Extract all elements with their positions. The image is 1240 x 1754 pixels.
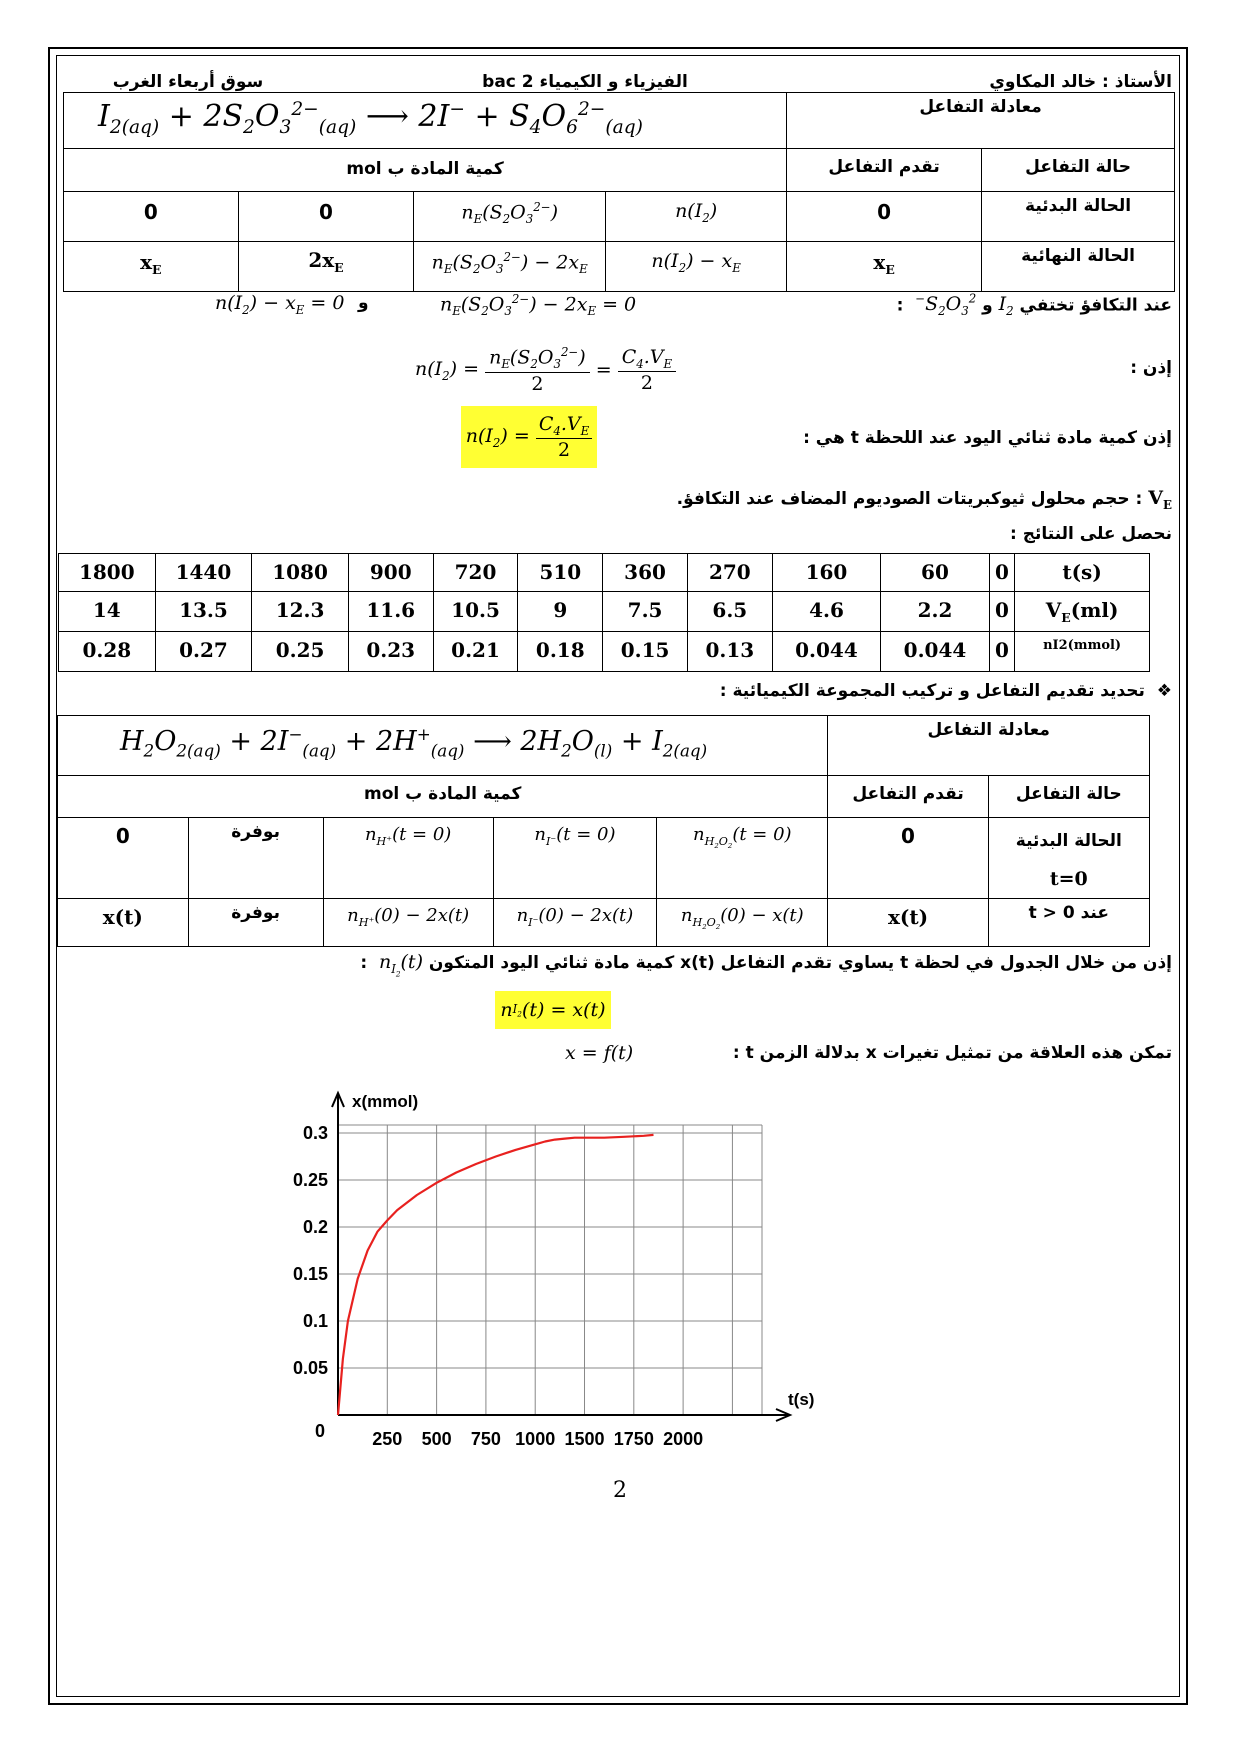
equivalence-condition-2: $n(I_2) - x_E = 0$ — [215, 292, 345, 317]
cell-t: 900 — [348, 554, 433, 592]
advance-time-chart — [270, 1080, 830, 1465]
initial-i: 0 — [238, 192, 414, 242]
initial2-t: t=0 — [1049, 868, 1088, 890]
initial-s4o6: 0 — [64, 192, 239, 242]
x-tick-label: 500 — [421, 1429, 452, 1449]
peroxide-equation: $H_2O_{2(aq)} + 2I^-_{(aq)} + 2H^+_{(aq)}$ ⟶ $2H_2O_{(l)} + I_{2(aq)}$ — [120, 724, 708, 761]
equation-label: معادلة التفاعل — [787, 93, 1175, 149]
cell-n: 0.21 — [433, 632, 518, 672]
results-label: نحصل على النتائج : — [1010, 524, 1172, 544]
nI2-result-highlight: $n(I_2)$ = $\frac{C_4.V_E}{2}$ — [461, 406, 597, 468]
amount-label: كمية المادة ب mol — [64, 149, 787, 192]
x-tick-label: 1750 — [613, 1429, 654, 1449]
advance2-label: تقدم التفاعل — [828, 776, 988, 818]
y-tick-label: 0.05 — [292, 1358, 328, 1378]
equation-cell — [64, 93, 787, 149]
cell-ve: 6.5 — [687, 592, 772, 632]
cell-t: 60 — [881, 554, 990, 592]
school-name: سوق أربعاء الغرب — [112, 72, 264, 92]
final-i-sub: E — [334, 260, 344, 275]
cell-n: 0.27 — [155, 632, 252, 672]
row-label-ve — [1015, 592, 1150, 632]
cell-t: 360 — [603, 554, 688, 592]
cell-n: 0 — [989, 632, 1014, 672]
cell-ve: 2.2 — [881, 592, 990, 632]
ve-definition: $V_E$ : حجم محلول ثيوكبريتات الصوديوم المضاف عند التكافؤ. — [676, 487, 1172, 512]
row-label-t: t(s) — [1015, 554, 1150, 592]
section2-heading — [720, 681, 1172, 701]
cell-t: 1440 — [155, 554, 252, 592]
initial-i2: $n(I_2)$ — [606, 192, 787, 242]
x-axis-label: t(s) — [788, 1390, 815, 1409]
cell-t: 160 — [772, 554, 881, 592]
cell-ve: 7.5 — [603, 592, 688, 632]
y-tick-label: 0.15 — [292, 1264, 328, 1284]
y-axis-label: x(mmol) — [352, 1092, 419, 1111]
ve-symbol-sub: E — [1163, 497, 1172, 512]
final-label: الحالة النهائية — [982, 242, 1175, 292]
y-tick-label: 0.3 — [302, 1123, 328, 1143]
subject-title: الفيزياء و الكيمياء 2 bac — [482, 72, 688, 92]
cell-n: 0.25 — [252, 632, 349, 672]
during2-water: بوفرة — [188, 899, 323, 947]
cell-n: 0.23 — [348, 632, 433, 672]
final-advance-sub: E — [885, 262, 895, 277]
initial2-i: $n_{I^-}(t = 0)$ — [493, 818, 657, 899]
cell-n: 0.044 — [881, 632, 990, 672]
x-tick-label: 2000 — [663, 1429, 704, 1449]
ve-definition-text: حجم محلول ثيوكبريتات الصوديوم المضاف عند التكافؤ. — [676, 489, 1130, 509]
page-number: 2 — [613, 1478, 627, 1503]
during2-h2o2: $n_{H_2O_2}(0) - x(t)$ — [657, 899, 828, 947]
y-tick-label: 0.2 — [302, 1217, 328, 1237]
final-i — [238, 242, 414, 292]
diamond-bullet-icon: ❖ — [1156, 681, 1172, 701]
plot-intro: تمكن هذه العلاقة من تمثيل تغيرات x بدلالة الزمن t : — [732, 1043, 1172, 1063]
thiosulfate-equation: $I_{2(aq)} + 2S_2O_3^{2-}_{(aq)}$ ⟶ $2I^- + S_4O_6^{2-}_{(aq)}$ — [98, 99, 643, 138]
x-tick-label: 1000 — [515, 1429, 556, 1449]
reaction-table-1 — [63, 92, 1175, 292]
during2-i2: x(t) — [58, 899, 189, 947]
row-volume — [59, 592, 1150, 632]
during2-advance: x(t) — [828, 899, 988, 947]
cell-ve: 14 — [59, 592, 156, 632]
ve-symbol-main: V — [1148, 487, 1164, 509]
ve-label-unit: (ml) — [1070, 598, 1119, 622]
plot-formula: x = f(t) — [565, 1042, 634, 1064]
initial-s2o3: $n_E(S_2O_3^{2-})$ — [414, 192, 606, 242]
cell-t: 1800 — [59, 554, 156, 592]
equivalence-text: عند التكافؤ تختفي $I_2$ و $S_2O_3^{2-}$ : — [896, 292, 1172, 319]
x-tick-label: 750 — [470, 1429, 501, 1449]
reaction-table-2 — [57, 715, 1150, 947]
final-s2o3: $n_E(S_2O_3^{2-}) - 2x_E$ — [414, 242, 606, 292]
during2-i: $n_{I^-}(0) - 2x(t)$ — [493, 899, 657, 947]
relation-formula-highlight: n $I_2$ (t) = x(t) — [495, 991, 611, 1029]
nI2-derivation: $n(I_2)$ = $\frac{n_E(S_2O_3^{2-})}{2}$ = $\frac{C_4.V_E}{2}$ — [415, 340, 676, 400]
measurements-table — [58, 553, 1150, 672]
cell-t: 270 — [687, 554, 772, 592]
amount2-label: كمية المادة ب mol — [58, 776, 828, 818]
initial2-h: $n_{H^+}(t = 0)$ — [323, 818, 493, 899]
final-s4o6 — [64, 242, 239, 292]
final-s4o6-sub: E — [152, 262, 162, 277]
cell-n: 0.15 — [603, 632, 688, 672]
relation-text: إذن من خلال الجدول في لحظة t يساوي تقدم التفاعل x(t) كمية مادة ثنائي اليود المتكون $n_{I_2}(t)$ : — [360, 951, 1172, 979]
row-time — [59, 554, 1150, 592]
cell-t: 720 — [433, 554, 518, 592]
and-word: و — [358, 293, 369, 313]
final-i2: $n(I_2) - x_E$ — [606, 242, 787, 292]
cell-ve: 11.6 — [348, 592, 433, 632]
equivalence-condition-1: $n_E(S_2O_3^{2-}) - 2x_E = 0$ — [440, 292, 637, 319]
thus-label: إذن : — [1130, 358, 1172, 378]
x-tick-label: 250 — [372, 1429, 403, 1449]
cell-ve: 13.5 — [155, 592, 252, 632]
row-amount — [59, 632, 1150, 672]
initial-advance: 0 — [787, 192, 982, 242]
final-advance-main: x — [873, 250, 886, 274]
ve-symbol — [1148, 487, 1172, 512]
final-i-main: 2x — [308, 248, 335, 272]
initial2-h2o2: $n_{H_2O_2}(t = 0)$ — [657, 818, 828, 899]
cell-n: 0.28 — [59, 632, 156, 672]
cell-t: 510 — [518, 554, 603, 592]
ve-label-sub: E — [1061, 610, 1071, 625]
teacher-name: الأستاذ : خالد المكاوي — [989, 72, 1172, 92]
cell-ve: 9 — [518, 592, 603, 632]
initial-label: الحالة البدئية — [982, 192, 1175, 242]
state2-label: حالة التفاعل — [988, 776, 1149, 818]
y-tick-label: 0.1 — [302, 1311, 328, 1331]
y-tick-label: 0 — [314, 1421, 325, 1441]
final-advance — [787, 242, 982, 292]
cell-t: 1080 — [252, 554, 349, 592]
section2-title: تحديد تقديم التفاعل و تركيب المجموعة الكيميائية : — [719, 681, 1145, 701]
cell-t: 0 — [989, 554, 1014, 592]
state-label: حالة التفاعل — [982, 149, 1175, 192]
cell-n: 0.13 — [687, 632, 772, 672]
equation2-label: معادلة التفاعل — [828, 716, 1150, 776]
conclusion-text: إذن كمية مادة ثنائي اليود عند اللحظة t هي : — [803, 428, 1172, 448]
series-line-0 — [338, 1135, 654, 1415]
row-label-n: nI2(mmol) — [1015, 632, 1150, 672]
cell-ve: 12.3 — [252, 592, 349, 632]
cell-ve: 10.5 — [433, 592, 518, 632]
initial2-advance: 0 — [828, 818, 988, 899]
final-s4o6-main: x — [140, 250, 153, 274]
y-tick-label: 0.25 — [292, 1170, 328, 1190]
initial2-i2: 0 — [58, 818, 189, 899]
during2-label: عند t > 0 — [988, 899, 1149, 947]
cell-n: 0.18 — [518, 632, 603, 672]
ve-label-main: V — [1045, 598, 1062, 622]
cell-ve: 0 — [989, 592, 1014, 632]
x-tick-label: 1500 — [564, 1429, 605, 1449]
initial2-water: بوفرة — [188, 818, 323, 899]
during2-h: $n_{H^+}(0) - 2x(t)$ — [323, 899, 493, 947]
advance-label: تقدم التفاعل — [787, 149, 982, 192]
initial2-label-cell — [988, 818, 1149, 899]
cell-ve: 4.6 — [772, 592, 881, 632]
cell-n: 0.044 — [772, 632, 881, 672]
initial2-label: الحالة البدئية — [1015, 831, 1122, 851]
equation2-cell — [58, 716, 828, 776]
